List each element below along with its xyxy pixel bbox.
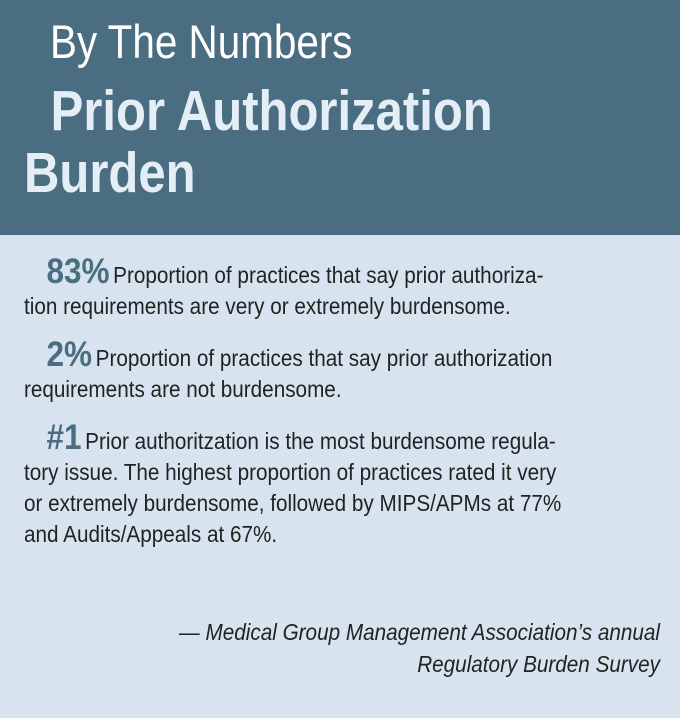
stat-figure: 83% — [46, 252, 110, 291]
stat-line — [24, 252, 598, 291]
stat-text: and Audits/Appeals at 67%. — [24, 521, 278, 547]
header-banner — [0, 0, 680, 235]
title-line-1: Prior Authorization — [50, 79, 493, 143]
stat-text: or extremely burdensome, followed by MIPS/APMs at 77% — [24, 490, 562, 516]
stat-line — [24, 418, 598, 457]
stat-figure: 2% — [46, 335, 93, 374]
stat-text: requirements are not burdensome. — [24, 376, 342, 402]
page-title — [24, 80, 493, 204]
source-line-1: — Medical Group Management Association’s annual — [179, 619, 661, 645]
stat-figure: #1 — [46, 418, 82, 457]
stats-body — [24, 252, 662, 567]
stat-line — [24, 335, 598, 374]
stat-item — [24, 335, 662, 405]
stat-text: Proportion of practices that say prior authorization — [95, 345, 553, 371]
stat-item — [24, 252, 662, 322]
title-line-2: Burden — [24, 141, 196, 205]
stat-text: Prior authoritzation is the most burdensome regula- — [85, 428, 556, 454]
kicker-text: By The Numbers — [50, 15, 353, 68]
stat-item — [24, 418, 662, 550]
stat-text: Proportion of practices that say prior authoriza- — [113, 262, 544, 288]
source-citation — [100, 616, 660, 680]
stat-text: tory issue. The highest proportion of practices rated it very — [24, 459, 557, 485]
source-line-2: Regulatory Burden Survey — [417, 651, 660, 677]
stat-text: tion requirements are very or extremely burdensome. — [24, 293, 511, 319]
